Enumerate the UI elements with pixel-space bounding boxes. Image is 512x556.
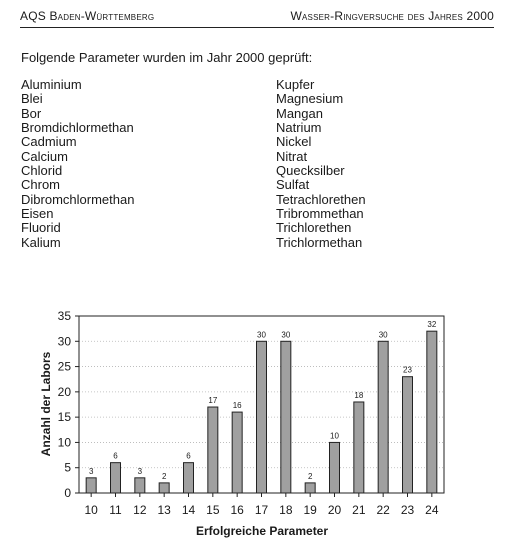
bar-value-label: 30 [281, 330, 291, 340]
bar-value-label: 3 [137, 466, 143, 476]
x-tick-label: 23 [400, 503, 415, 517]
bar-value-label: 2 [307, 471, 313, 481]
x-tick-label: 13 [157, 503, 171, 517]
bar [403, 377, 413, 493]
parameter-item: Trichlormethan [276, 234, 363, 250]
x-tick-label: 11 [109, 503, 122, 517]
bar [305, 483, 315, 493]
bar [330, 442, 340, 493]
bar-chart [0, 300, 512, 556]
bar-value-label: 3 [88, 466, 94, 476]
parameter-item: Dibromchlormethan [21, 191, 135, 207]
parameter-item: Chlorid [21, 163, 63, 179]
y-tick-label: 30 [57, 334, 71, 349]
bar [257, 341, 267, 493]
parameter-item: Eisen [21, 206, 54, 222]
header-left [20, 9, 154, 23]
parameter-item: Fluorid [21, 220, 61, 236]
parameter-item: Kupfer [276, 77, 315, 92]
parameter-item: Aluminium [21, 77, 82, 92]
bar-value-label: 16 [232, 401, 242, 411]
x-tick-label: 22 [376, 503, 390, 517]
x-tick-label: 15 [206, 503, 220, 517]
bar [427, 331, 437, 493]
bar [232, 412, 242, 493]
y-tick-label: 20 [57, 384, 71, 399]
parameter-item: Quecksilber [276, 163, 345, 179]
bar-value-label: 6 [113, 451, 118, 461]
parameter-item: Nitrat [276, 148, 308, 164]
x-tick-label: 20 [327, 503, 342, 517]
parameter-item: Nickel [276, 134, 312, 150]
chart-bars [86, 320, 437, 493]
header-left-text: AQS Baden-Württemberg [20, 9, 155, 23]
bar-value-label: 23 [403, 365, 412, 375]
y-tick-label: 10 [57, 435, 71, 450]
x-tick-label: 19 [303, 503, 317, 517]
bar [135, 478, 145, 493]
intro-text: Folgende Parameter wurden im Jahr 2000 geprüft: [21, 50, 313, 65]
parameter-item: Tribrommethan [276, 206, 364, 222]
x-tick-label: 14 [181, 503, 196, 517]
parameter-item: Trichlorethen [276, 220, 352, 236]
bar-value-label: 30 [257, 330, 266, 340]
y-tick-label: 15 [57, 410, 71, 425]
y-tick-label: 35 [57, 309, 71, 323]
y-tick-label: 5 [64, 460, 71, 475]
bar [208, 407, 218, 493]
x-tick-label: 18 [279, 503, 293, 517]
x-tick-label: 17 [254, 503, 269, 517]
y-axis-label: Anzahl der Labors [39, 351, 53, 457]
bar-value-label: 6 [186, 451, 191, 461]
parameter-item: Mangan [276, 105, 323, 121]
parameter-list-right [276, 78, 366, 250]
header-right [291, 9, 495, 23]
parameter-item: Bromdichlormethan [21, 120, 134, 136]
parameter-item: Sulfat [276, 177, 310, 193]
parameter-item: Kalium [21, 234, 61, 250]
parameter-item: Tetrachlorethen [276, 191, 366, 207]
x-tick-label: 24 [425, 503, 439, 517]
parameter-item: Chrom [21, 177, 61, 193]
bar [159, 483, 169, 493]
header-right-text: Wasser-Ringversuche des Jahres 2000 [290, 9, 494, 23]
parameter-item: Calcium [21, 148, 68, 164]
bar-value-label: 2 [161, 471, 167, 481]
y-tick-label: 25 [57, 359, 71, 374]
parameter-item: Magnesium [276, 91, 344, 107]
x-tick-label: 21 [352, 503, 366, 517]
bar-value-label: 30 [378, 330, 388, 340]
parameter-item: Cadmium [21, 134, 77, 150]
parameter-item: Bor [21, 105, 42, 121]
bar [281, 341, 291, 493]
bar [184, 463, 194, 493]
bar-value-label: 18 [354, 390, 364, 400]
x-axis-label: Erfolgreiche Parameter [195, 524, 329, 538]
bar-value-label: 32 [427, 320, 437, 330]
bar [86, 478, 96, 493]
parameter-item: Natrium [276, 120, 322, 136]
bar [111, 463, 121, 493]
bar [378, 341, 388, 493]
bar-value-label: 17 [208, 396, 218, 406]
bar [354, 402, 364, 493]
parameter-list-left [21, 78, 134, 250]
parameter-item: Blei [21, 91, 43, 107]
bar-value-label: 10 [330, 431, 339, 441]
x-tick-label: 10 [84, 503, 98, 517]
x-tick-label: 16 [230, 503, 244, 517]
y-tick-label: 0 [64, 486, 71, 500]
header-divider [20, 27, 494, 28]
x-tick-label: 12 [133, 503, 147, 517]
